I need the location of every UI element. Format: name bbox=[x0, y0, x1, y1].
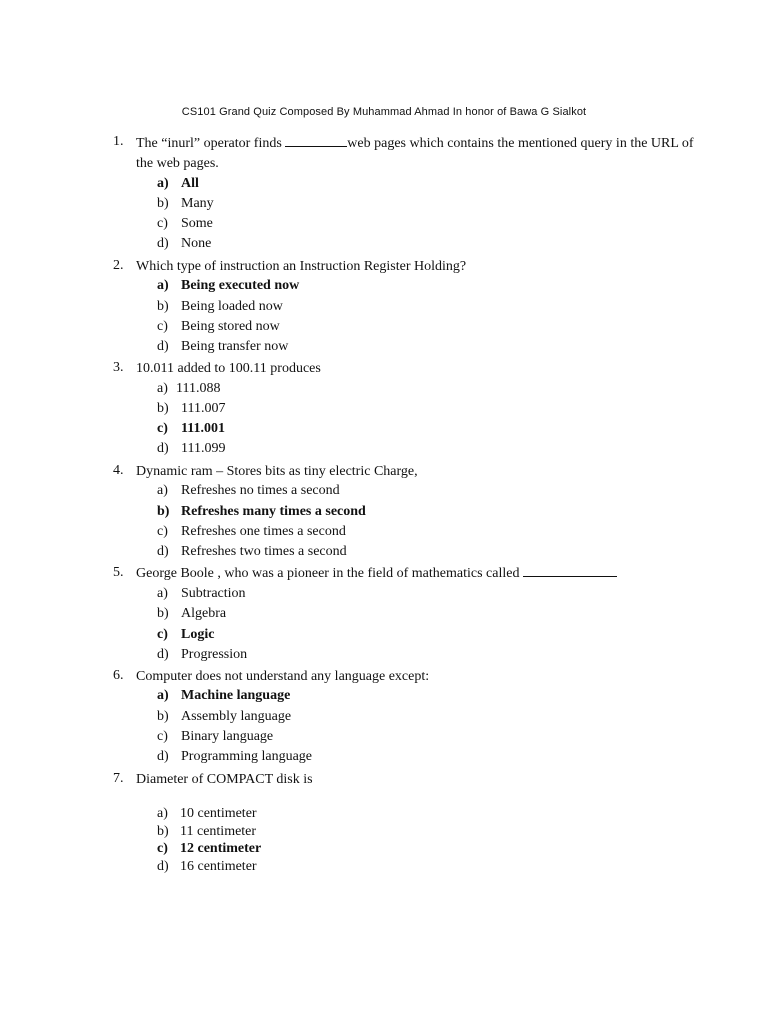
option-text: Refreshes one times a second bbox=[181, 524, 346, 539]
option-letter: c) bbox=[157, 319, 168, 334]
answer-blank bbox=[523, 564, 617, 577]
option-text: 111.007 bbox=[181, 401, 226, 416]
option-text: 111.099 bbox=[181, 441, 226, 456]
option-text: Being executed now bbox=[181, 278, 300, 293]
question-number: 4. bbox=[113, 463, 124, 478]
question-text bbox=[136, 134, 696, 174]
option-letter: b) bbox=[157, 824, 169, 839]
question-text: 10.011 added to 100.11 produces bbox=[136, 361, 321, 376]
option-text: All bbox=[181, 176, 199, 191]
answer-blank bbox=[285, 134, 347, 147]
question-number: 7. bbox=[113, 771, 124, 786]
option-letter: c) bbox=[157, 627, 168, 642]
option-letter: d) bbox=[157, 236, 169, 251]
option-letter: b) bbox=[157, 504, 170, 519]
option-text: Binary language bbox=[181, 729, 274, 744]
option-letter: a) bbox=[157, 806, 168, 821]
question-text: Computer does not understand any language except: bbox=[136, 669, 430, 684]
option-letter: c) bbox=[157, 421, 168, 436]
option-text: None bbox=[181, 236, 212, 251]
question-number: 1. bbox=[113, 134, 124, 149]
option-text: Assembly language bbox=[181, 709, 292, 724]
question-number: 2. bbox=[113, 258, 124, 273]
option-letter: b) bbox=[157, 196, 169, 211]
option-letter: d) bbox=[157, 647, 169, 662]
option-text: Progression bbox=[181, 647, 248, 662]
option-text: Logic bbox=[181, 627, 215, 642]
option-text: Programming language bbox=[181, 749, 313, 764]
option-text: 12 centimeter bbox=[180, 841, 262, 856]
option-letter: b) bbox=[157, 709, 169, 724]
question-text: Dynamic ram – Stores bits as tiny electric Charge, bbox=[136, 464, 418, 479]
option-letter: b) bbox=[157, 401, 169, 416]
option-letter: d) bbox=[157, 544, 169, 559]
question-text-part: George Boole , who was a pioneer in the field of mathematics called bbox=[136, 566, 523, 581]
question-text: Which type of instruction an Instruction Register Holding? bbox=[136, 259, 467, 274]
question-number: 3. bbox=[113, 360, 124, 375]
option-text: Refreshes many times a second bbox=[181, 504, 366, 519]
option-text: Being stored now bbox=[181, 319, 280, 334]
option-text: 111.001 bbox=[181, 421, 225, 436]
option-letter: c) bbox=[157, 729, 168, 744]
document-title: CS101 Grand Quiz Composed By Muhammad Ahmad In honor of Bawa G Sialkot bbox=[181, 106, 587, 118]
option-text: Many bbox=[181, 196, 214, 211]
option-text: Refreshes no times a second bbox=[181, 483, 340, 498]
option-text: 16 centimeter bbox=[180, 859, 257, 874]
option-letter: b) bbox=[157, 299, 169, 314]
option-text: Being loaded now bbox=[181, 299, 283, 314]
option-letter: a) bbox=[157, 176, 169, 191]
option-letter: a) bbox=[157, 483, 168, 498]
question-text-part: The “inurl” operator finds bbox=[136, 136, 286, 151]
option-letter: a) bbox=[157, 586, 168, 601]
question-number: 5. bbox=[113, 565, 124, 580]
option-letter: a) bbox=[157, 688, 169, 703]
option-letter: d) bbox=[157, 749, 169, 764]
option-letter: a) bbox=[157, 278, 169, 293]
option-text: 111.088 bbox=[176, 381, 221, 396]
question-text-part: web pages which contains the mentioned query in the URL of the web pages. bbox=[136, 136, 694, 171]
option-text: 11 centimeter bbox=[180, 824, 257, 839]
option-letter: d) bbox=[157, 441, 169, 456]
option-text: Machine language bbox=[181, 688, 291, 703]
option-letter: d) bbox=[157, 339, 169, 354]
option-letter: c) bbox=[157, 216, 168, 231]
option-letter: b) bbox=[157, 606, 169, 621]
option-letter: d) bbox=[157, 859, 169, 874]
option-letter: a) bbox=[157, 381, 168, 396]
option-text: Subtraction bbox=[181, 586, 246, 601]
option-text: Refreshes two times a second bbox=[181, 544, 347, 559]
option-letter: c) bbox=[157, 524, 168, 539]
option-letter: c) bbox=[157, 841, 168, 856]
option-text: Being transfer now bbox=[181, 339, 289, 354]
option-text: Algebra bbox=[181, 606, 227, 621]
question-text: Diameter of COMPACT disk is bbox=[136, 772, 313, 787]
option-text: 10 centimeter bbox=[180, 806, 257, 821]
question-text bbox=[136, 564, 696, 584]
option-text: Some bbox=[181, 216, 213, 231]
question-number: 6. bbox=[113, 668, 124, 683]
